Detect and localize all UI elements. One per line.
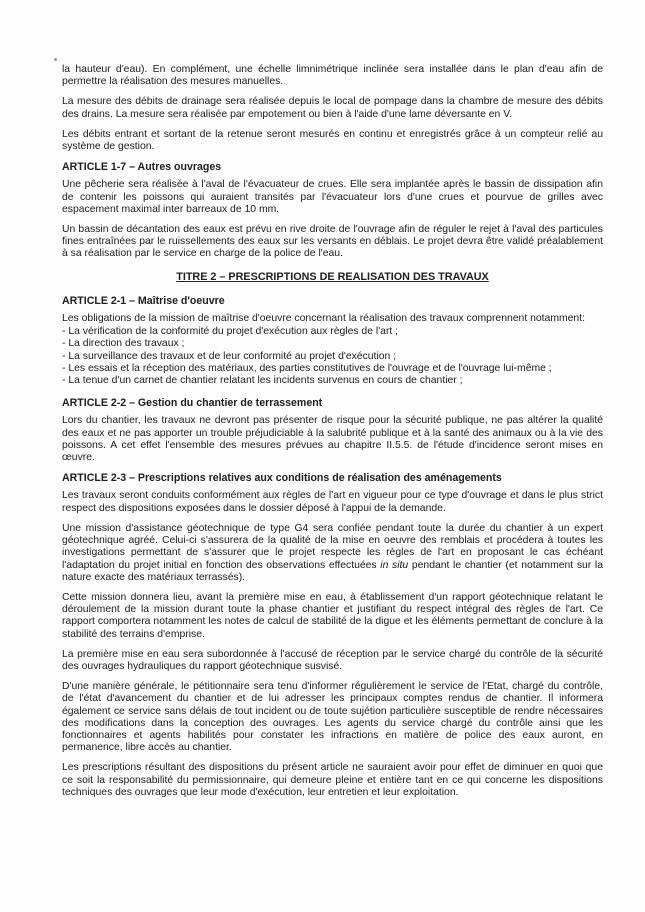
article-2-3-paragraph-2: [62, 523, 603, 584]
article-2-3-title: ARTICLE 2-3 – Prescriptions relatives aux conditions de réalisation des aménagements: [62, 472, 502, 485]
article-2-3-paragraph-3: Cette mission donnera lieu, avant la première mise en eau, à établissement d'un rapport géotechnique relatant le déroulement de la mission durant toute la phase chantier et justifiant du respect intégral des règles de l'art. Ce rapport comportera notamment les notes de calcul de stabilité de la digue et les éléments permettant de conclure à la stabilité des terrains d'emprise.: [62, 591, 603, 640]
list-item: - La tenue d'un carnet de chantier relatant les incidents survenus en cours de chantier ;: [62, 375, 463, 387]
scan-speck: [54, 58, 57, 61]
list-item: - Les essais et la réception des matériaux, des parties constitutives de l'ouvrage et de l'ouvrage lui-même ;: [62, 362, 552, 374]
list-item: - La surveillance des travaux et de leur conformité au projet d'exécution ;: [62, 350, 397, 362]
article-1-7-paragraph-2: Un bassin de décantation des eaux est prévu en rive droite de l'ouvrage afin de réguler le rejet à l'aval des particules fines entraînées par le ruissellements des eaux sur les versants en déblais. Le projet devra être validé préalablement à sa réalisation par le service en charge de la police de l'eau.: [62, 224, 603, 260]
article-1-7-paragraph-1: Une pêcherie sera réalisée à l'aval de l'évacuateur de crues. Elle sera implantée après le bassin de dissipation afin de contenir les poissons qui auraient transités par l'évacuateur lors d'une crues et pourvue de grilles avec espacement maximal inter barreaux de 10 mm.: [62, 179, 603, 215]
article-2-1-intro: Les obligations de la mission de maîtrise d'oeuvre concernant la réalisation des travaux comprennent notamment:: [62, 313, 585, 325]
paragraph-flow-measurement: Les débits entrant et sortant de la retenue seront mesurés en continu et enregistrés grâce à un compteur relié au système de gestion.: [62, 128, 603, 153]
paragraph-water-level: la hauteur d'eau). En complément, une échelle limnimétrique inclinée sera installée dans le plan d'eau afin de permettre la réalisation des mesures manuelles.: [62, 64, 603, 88]
article-2-3-paragraph-1: Les travaux seront conduits conformément aux règles de l'art en vigueur pour ce type d'ouvrage et dans le plus strict respect des dispositions exposées dans le dossier déposé à l'appui de la demande.: [62, 490, 603, 514]
italic-term: in situ: [380, 559, 409, 571]
article-2-1-list: [62, 326, 603, 387]
article-1-7-title: ARTICLE 1-7 – Autres ouvrages: [62, 161, 222, 174]
paragraph-text: Une mission d'assistance géotechnique de type G4 sera confiée pendant toute la durée du chantier à un expert géotechnique agréé. Celui-ci s'assurera de la qualité de la mise en oeuvre des remblais et procédera à toutes les investigations permettant de s'assurer que le projet respecte les règles de l'art en proposant le cas échéant l'adaptation du projet initial en fonction des observations effectuées: [62, 522, 603, 571]
list-item: - La direction des travaux ;: [62, 338, 185, 350]
article-2-1-title: ARTICLE 2-1 – Maîtrise d'oeuvre: [62, 294, 225, 307]
article-2-2-paragraph: Lors du chantier, les travaux ne devront pas présenter de risque pour la sécurité publique, ne pas altérer la qualité des eaux et ne pas apporter un trouble préjudiciable à la salubrité publique et à la santé des animaux ou à la vie des poissons. A cet effet l'ensemble des mesures prévues au chapitre II.5.5. de l'étude d'incidence seront mises en œuvre.: [62, 415, 603, 464]
article-2-3-paragraph-6: Les prescriptions résultant des dispositions du présent article ne sauraient avoir pour effet de diminuer en quoi que ce soit la responsabilité du permissionnaire, qui demeure pleine et entière tant en ce qui concerne les dispositions techniques des ouvrages que leur mode d'exécution, leur entretien et leur exploitation.: [62, 762, 603, 798]
titre-2-heading: TITRE 2 – PRESCRIPTIONS DE REALISATION DES TRAVAUX: [176, 270, 489, 283]
paragraph-text: pendant le chantier (et notamment sur la nature exacte des matériaux terrassés).: [62, 559, 603, 583]
paragraph-drainage-flow: La mesure des débits de drainage sera réalisée depuis le local de pompage dans la chambre de mesure des débits des drains. La mesure sera réalisée par empotement ou bien à l'aide d'une lame déversante en V.: [62, 96, 603, 120]
article-2-3-paragraph-4: La première mise en eau sera subordonnée à l'accusé de réception par le service chargé du contrôle de la sécurité des ouvrages hydrauliques du rapport géotechnique susvisé.: [62, 648, 603, 672]
article-2-2-title: ARTICLE 2-2 – Gestion du chantier de terrassement: [62, 397, 323, 410]
article-2-3-paragraph-5: D'une manière générale, le pétitionnaire sera tenu d'informer régulièrement le service de l'Etat, chargé du contrôle, de l'état d'avancement du chantier et de lui adresser les principaux comptes rendus de chantier. Il informera également ce service sans délais de tout incident ou de toute sujétion particulière susceptible de rendre nécessaires des modifications dans la conception des ouvrages. Les agents du service chargé du contrôle ainsi que les fonctionnaires et agents habilités pour constater les infractions en matière de police des eaux auront, en permanence, libre accès au chantier.: [62, 681, 603, 754]
list-item: - La vérification de la conformité du projet d'exécution aux règles de l'art ;: [62, 326, 399, 338]
